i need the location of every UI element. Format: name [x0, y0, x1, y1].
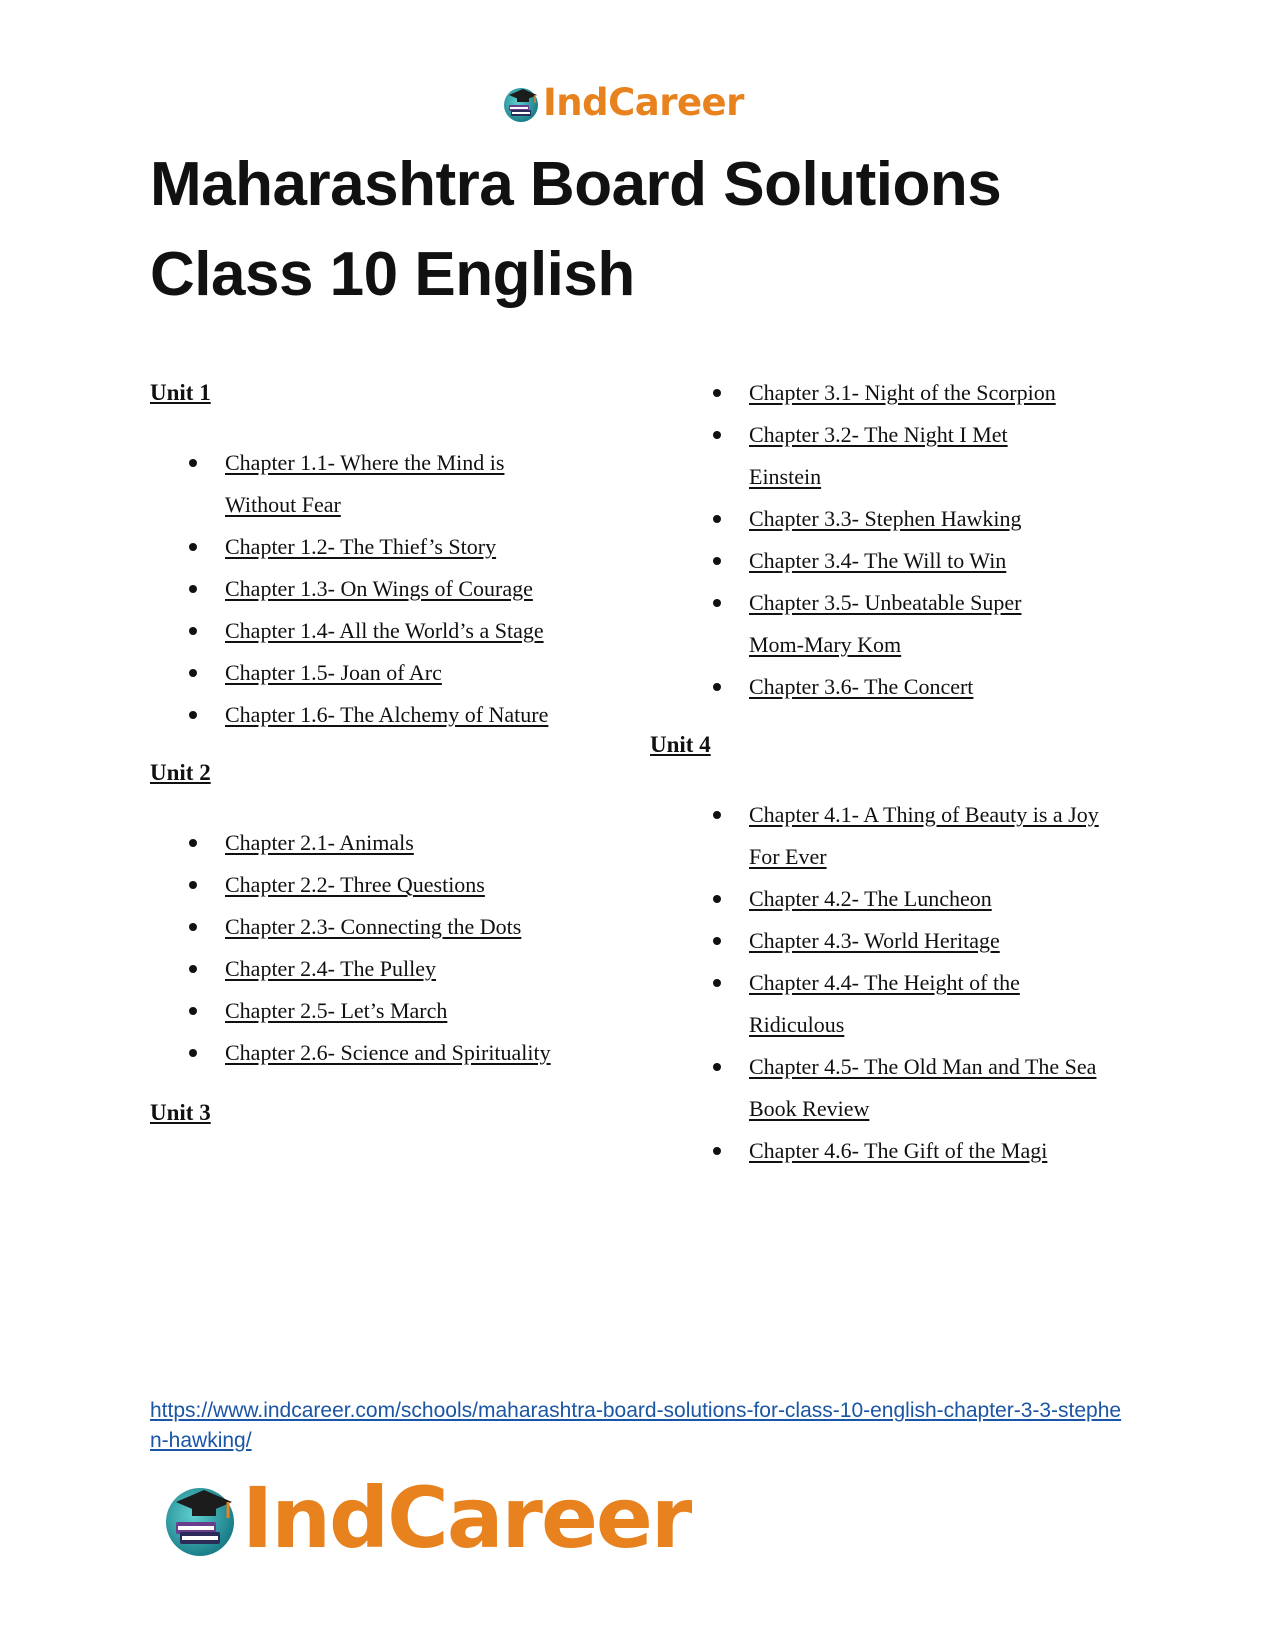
- chapter-link[interactable]: Chapter 4.1- A Thing of Beauty is a Joy For Ever: [749, 802, 1099, 869]
- bullet: [713, 599, 721, 607]
- list-item: [150, 526, 650, 568]
- chapter-link[interactable]: Chapter 1.1- Where the Mind is Without Fear: [225, 450, 505, 517]
- list-item: [150, 652, 650, 694]
- bullet: [189, 669, 197, 677]
- chapter-link[interactable]: Chapter 3.3- Stephen Hawking: [749, 506, 1022, 531]
- unit-1-heading: Unit 1: [150, 380, 211, 405]
- bottom-logo[interactable]: [160, 1468, 690, 1568]
- bullet: [713, 515, 721, 523]
- chapter-link[interactable]: Chapter 1.6- The Alchemy of Nature: [225, 702, 549, 727]
- list-item: [674, 920, 1194, 962]
- list-item: [150, 990, 650, 1032]
- bullet: [713, 557, 721, 565]
- chapter-link[interactable]: Chapter 2.4- The Pulley: [225, 956, 436, 981]
- chapter-link[interactable]: Chapter 3.6- The Concert: [749, 674, 974, 699]
- unit-3-chapter-list: [674, 372, 1194, 708]
- chapter-link[interactable]: Chapter 1.3- On Wings of Courage: [225, 576, 533, 601]
- bullet: [189, 627, 197, 635]
- list-item: [150, 822, 650, 864]
- list-item: [150, 948, 650, 990]
- chapter-link[interactable]: Chapter 2.6- Science and Spirituality: [225, 1040, 551, 1065]
- chapter-link[interactable]: Chapter 2.3- Connecting the Dots: [225, 914, 522, 939]
- chapter-link[interactable]: Chapter 2.1- Animals: [225, 830, 414, 855]
- bullet: [189, 881, 197, 889]
- title-line-2: Class 10 English: [150, 240, 635, 309]
- unit-4-heading: Unit 4: [650, 732, 711, 757]
- bullet: [189, 543, 197, 551]
- bullet: [713, 683, 721, 691]
- page-title: [150, 140, 1150, 320]
- list-item: [674, 962, 1194, 1046]
- unit-3-heading: Unit 3: [150, 1100, 211, 1125]
- bullet: [713, 937, 721, 945]
- graduation-cap-book-globe-icon: [160, 1478, 240, 1558]
- chapter-link[interactable]: Chapter 3.1- Night of the Scorpion: [749, 380, 1056, 405]
- chapter-link[interactable]: Chapter 2.2- Three Questions: [225, 872, 485, 897]
- list-item: [150, 864, 650, 906]
- bullet: [713, 1147, 721, 1155]
- bullet: [189, 711, 197, 719]
- top-logo[interactable]: [501, 80, 744, 126]
- bullet: [713, 389, 721, 397]
- list-item: [674, 414, 1194, 498]
- list-item: [674, 582, 1194, 666]
- chapter-link[interactable]: Chapter 3.2- The Night I Met Einstein: [749, 422, 1008, 489]
- bullet: [189, 585, 197, 593]
- logo-wordmark: IndCareer: [543, 81, 744, 124]
- bullet: [189, 923, 197, 931]
- list-item: [150, 442, 650, 526]
- chapter-link[interactable]: Chapter 3.4- The Will to Win: [749, 548, 1007, 573]
- chapter-link[interactable]: Chapter 2.5- Let’s March: [225, 998, 448, 1023]
- list-item: [674, 878, 1194, 920]
- chapter-link[interactable]: Chapter 3.5- Unbeatable Super Mom-Mary Kom: [749, 590, 1022, 657]
- unit-4-chapter-list: [674, 794, 1194, 1172]
- left-column: [150, 378, 650, 1128]
- unit-2-heading: Unit 2: [150, 760, 211, 785]
- list-item: [674, 794, 1194, 878]
- list-item: [674, 1130, 1194, 1172]
- chapter-link[interactable]: Chapter 4.3- World Heritage: [749, 928, 1000, 953]
- bullet: [189, 965, 197, 973]
- bullet: [189, 1049, 197, 1057]
- chapter-link[interactable]: Chapter 4.4- The Height of the Ridiculous: [749, 970, 1020, 1037]
- list-item: [674, 372, 1194, 414]
- chapter-link[interactable]: Chapter 4.2- The Luncheon: [749, 886, 992, 911]
- bullet: [713, 979, 721, 987]
- bullet: [713, 895, 721, 903]
- bullet: [713, 811, 721, 819]
- chapter-link[interactable]: Chapter 4.5- The Old Man and The Sea Book Review: [749, 1054, 1097, 1121]
- list-item: [150, 1032, 650, 1074]
- list-item: [674, 498, 1194, 540]
- bullet: [713, 431, 721, 439]
- list-item: [674, 1046, 1194, 1130]
- right-column: [650, 372, 1194, 1172]
- chapter-link[interactable]: Chapter 1.5- Joan of Arc: [225, 660, 442, 685]
- logo-wordmark: IndCareer: [242, 1469, 691, 1567]
- title-line-1: Maharashtra Board Solutions: [150, 150, 1002, 219]
- bullet: [189, 459, 197, 467]
- list-item: [674, 666, 1194, 708]
- list-item: [150, 906, 650, 948]
- unit-1-chapter-list: [150, 442, 650, 736]
- chapter-link[interactable]: Chapter 1.2- The Thief’s Story: [225, 534, 497, 559]
- list-item: [674, 540, 1194, 582]
- graduation-cap-book-globe-icon: [501, 83, 541, 123]
- bullet: [713, 1063, 721, 1071]
- unit-2-chapter-list: [150, 822, 650, 1074]
- list-item: [150, 610, 650, 652]
- list-item: [150, 694, 650, 736]
- chapter-link[interactable]: Chapter 4.6- The Gift of the Magi: [749, 1138, 1048, 1163]
- source-url-link[interactable]: https://www.indcareer.com/schools/maharashtra-board-solutions-for-class-10-english-chapter-3-3-stephen-hawking/: [150, 1399, 1122, 1452]
- chapter-link[interactable]: Chapter 1.4- All the World’s a Stage: [225, 618, 544, 643]
- list-item: [150, 568, 650, 610]
- bullet: [189, 839, 197, 847]
- bullet: [189, 1007, 197, 1015]
